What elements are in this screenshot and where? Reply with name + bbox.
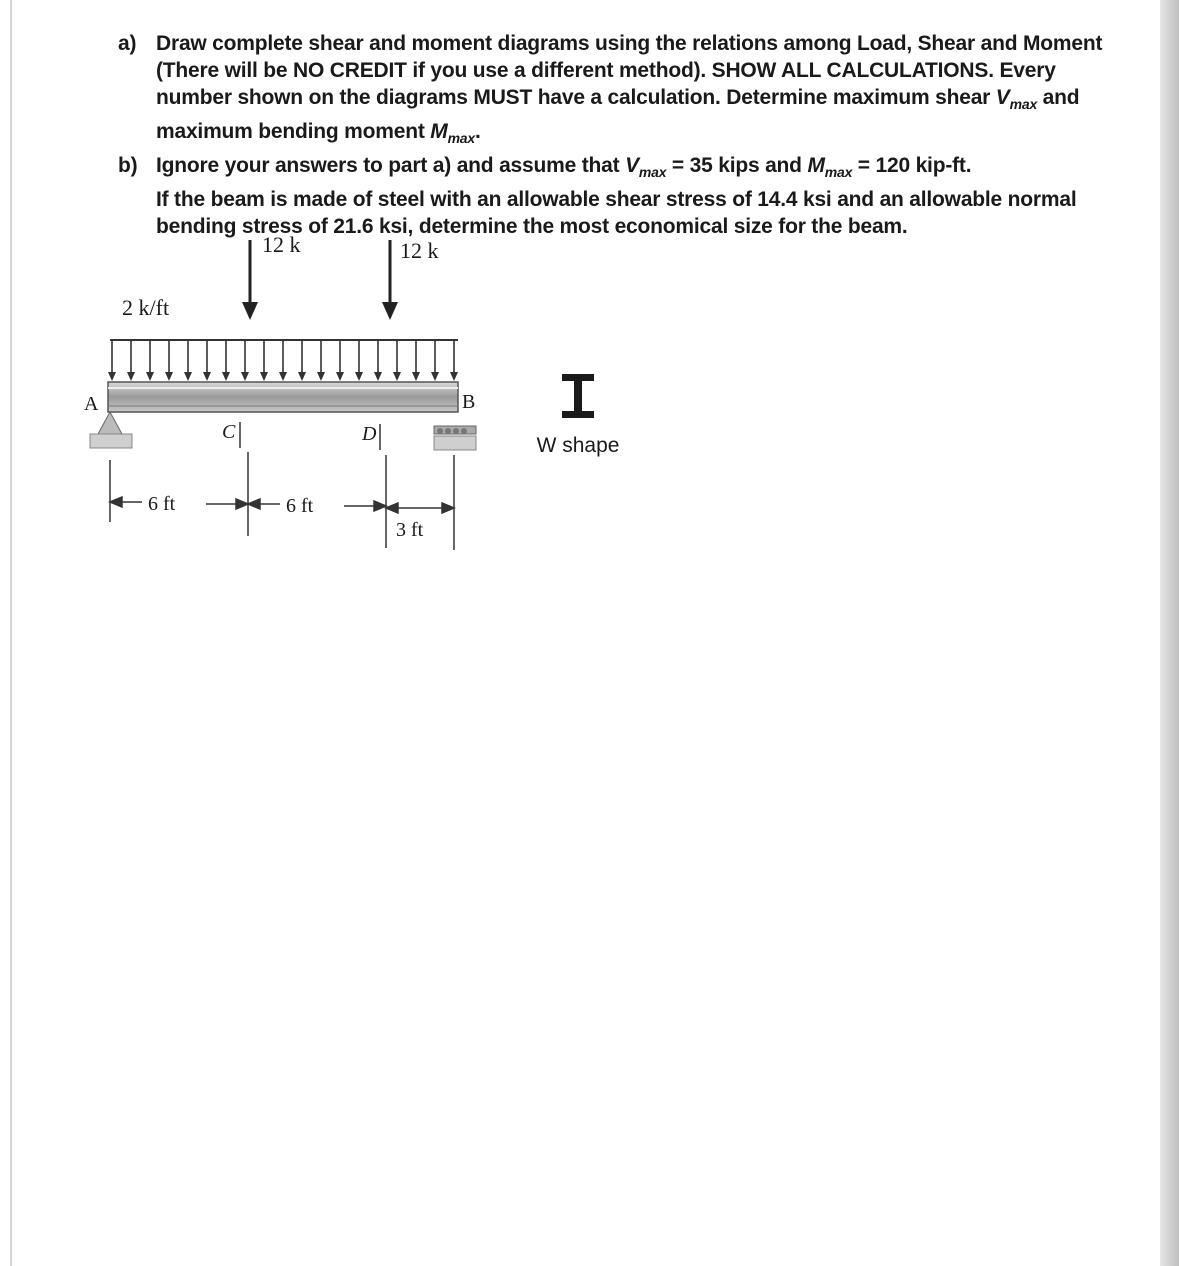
load-arrow-head: [127, 372, 135, 381]
point-b-label: B: [462, 391, 476, 413]
point-a-label: A: [84, 393, 99, 415]
load-arrow-head: [260, 372, 268, 381]
load-arrow-head: [184, 372, 192, 381]
load-arrow-head: [374, 372, 382, 381]
page-shadow: [1160, 0, 1179, 1266]
load-arrow-head: [146, 372, 154, 381]
load-arrow-head: [412, 372, 420, 381]
part-b-label: b): [118, 154, 138, 177]
load-arrow-head: [108, 372, 116, 381]
load-arrow-head: [431, 372, 439, 381]
load-arrow-head: [355, 372, 363, 381]
part-b-line3: bending stress of 21.6 ksi, determine the most economical size for the beam.: [156, 215, 908, 238]
point-d-label: D: [362, 423, 377, 445]
load-arrow-head: [165, 372, 173, 381]
load-label-1: 12 k: [262, 232, 301, 257]
load-arrow-head: [279, 372, 287, 381]
part-a-line1: Draw complete shear and moment diagrams using the relations among Load, Shear and Moment: [156, 32, 1103, 55]
page-edge: [10, 0, 12, 1266]
part-b-line2: If the beam is made of steel with an allowable shear stress of 14.4 ksi and an allowable normal: [156, 188, 1077, 211]
part-a-line3: number shown on the diagrams MUST have a calculation. Determine maximum shear $V_{max}$ and: [156, 86, 1080, 112]
load-arrow-head: [336, 372, 344, 381]
beam: [108, 382, 458, 412]
dimension-label-1: 6 ft: [148, 493, 176, 515]
load-arrow-head: [393, 372, 401, 381]
part-b: [118, 152, 1118, 240]
point-load-c: [242, 240, 258, 320]
part-a: [118, 30, 1118, 152]
part-b-line1: Ignore your answers to part a) and assume that $V_{max} = 35$ kips and $M_{max} = 120$ kip-ft.: [156, 154, 972, 180]
point-load-d: [382, 240, 398, 320]
dimension-label-2: 6 ft: [286, 495, 314, 517]
load-arrow-head: [203, 372, 211, 381]
distributed-load-arrows: [108, 340, 458, 381]
load-arrow-head: [222, 372, 230, 381]
problem-statement: [118, 30, 1118, 240]
pin-support-a: [90, 412, 132, 448]
w-shape-label: W shape: [536, 434, 620, 457]
load-label-2: 12 k: [400, 238, 439, 263]
distributed-load-label: 2 k/ft: [122, 295, 170, 320]
load-arrow-head: [241, 372, 249, 381]
load-arrow-head: [450, 372, 458, 381]
roller-support-b: [434, 426, 476, 450]
w-shape-section: [532, 372, 642, 472]
part-a-line2: (There will be NO CREDIT if you use a different method). SHOW ALL CALCULATIONS. Every: [156, 59, 1056, 82]
load-arrow-head: [298, 372, 306, 381]
dimension-label-3: 3 ft: [396, 519, 424, 541]
point-c-label: C: [222, 421, 236, 443]
beam-diagram: [80, 230, 500, 560]
part-a-line4: maximum bending moment $M_{max}$.: [156, 120, 481, 146]
w-shape-icon: [532, 372, 624, 422]
load-arrow-head: [317, 372, 325, 381]
part-a-label: a): [118, 32, 137, 55]
